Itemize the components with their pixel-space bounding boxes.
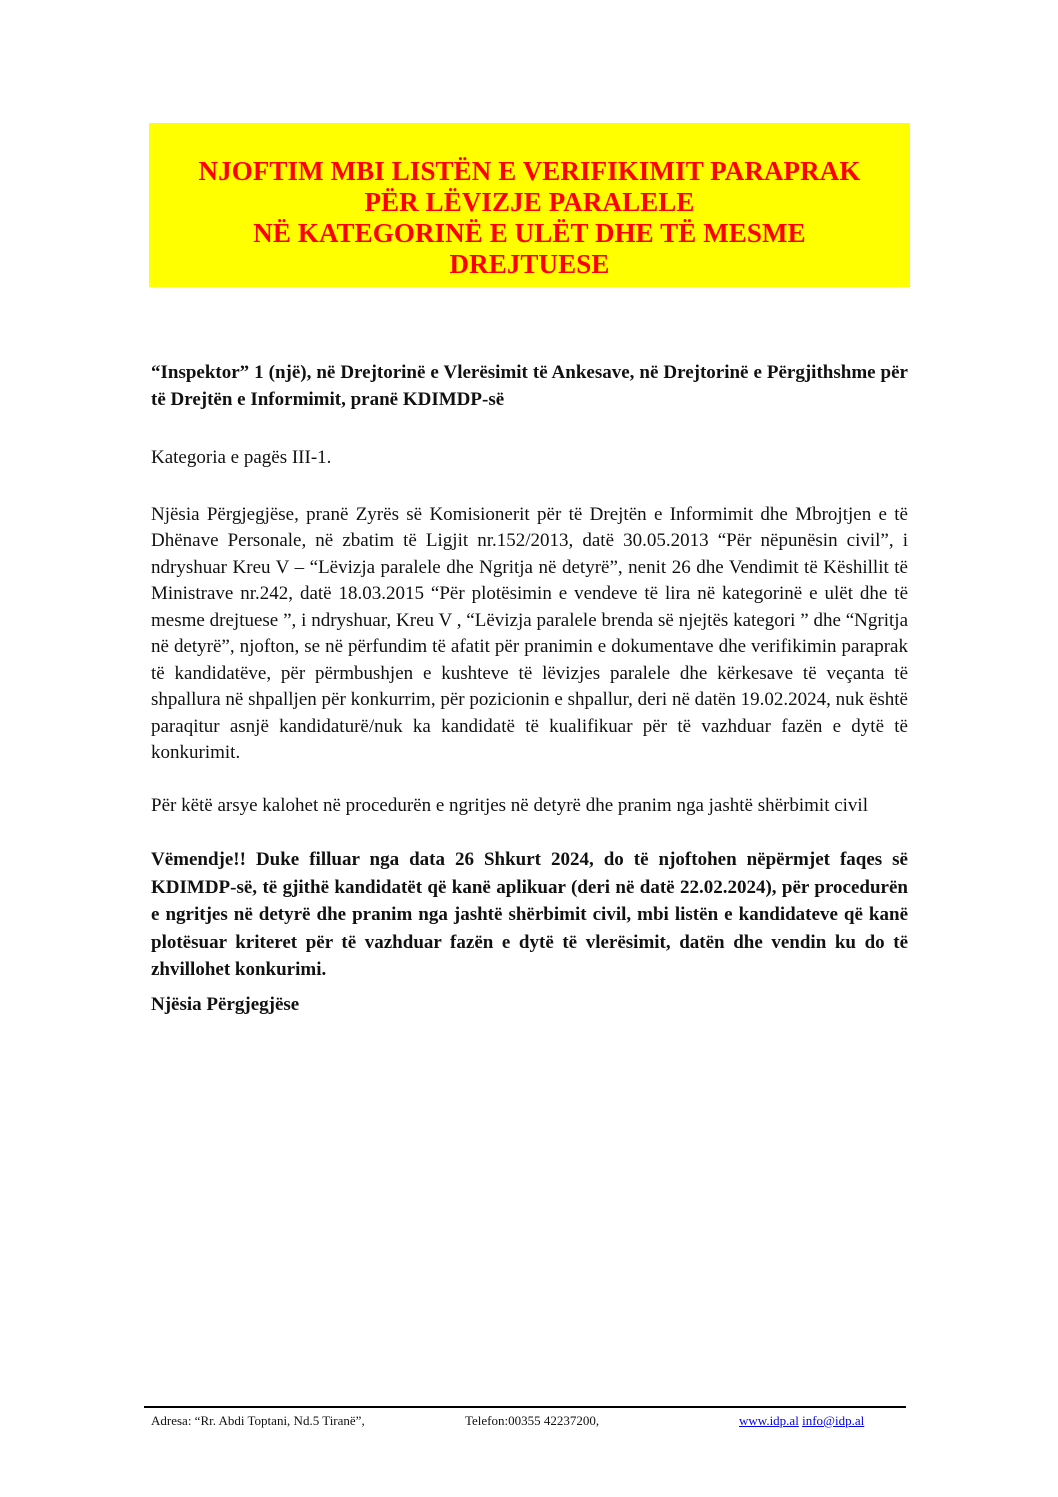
position-heading: “Inspektor” 1 (një), në Drejtorinë e Vlerësimit të Ankesave, në Drejtorinë e Përgjithshme për të Drejtën e Informimit, pranë KDIMDP-së bbox=[151, 362, 908, 410]
title-line-2: PËR LËVIZJE PARALELE bbox=[364, 187, 695, 217]
reason-paragraph: Për këtë arsye kalohet në procedurën e ngritjes në detyrë dhe pranim nga jashtë shërbimit civil bbox=[151, 794, 868, 816]
salary-category: Kategoria e pagës III-1. bbox=[151, 447, 332, 468]
footer-address: Adresa: “Rr. Abdi Toptani, Nd.5 Tiranë”, bbox=[151, 1413, 365, 1428]
title-line-4: DREJTUESE bbox=[449, 249, 610, 279]
signature: Njësia Përgjegjëse bbox=[151, 993, 300, 1015]
footer-phone: Telefon:00355 42237200, bbox=[465, 1413, 600, 1428]
title-line-3: NË KATEGORINË E ULËT DHE TË MESME bbox=[253, 218, 806, 248]
footer-links bbox=[739, 1413, 864, 1429]
email-link[interactable]: info@idp.al bbox=[802, 1413, 865, 1428]
title-line-1: NJOFTIM MBI LISTËN E VERIFIKIMIT PARAPRAK bbox=[198, 156, 861, 186]
website-link[interactable]: www.idp.al bbox=[739, 1413, 799, 1428]
title-banner bbox=[149, 123, 910, 287]
attention-notice: Vëmendje!! Duke filluar nga data 26 Shkurt 2024, do të njoftohen nëpërmjet faqes së KDIMDP-së, të gjithë kandidatët që kanë aplikuar (deri në datë 22.02.2024), për procedurën e ngritjes në detyrë dhe pranim nga jashtë shërbimit civil, mbi listën e kandidateve që kanë plotësuar kriteret për të vazhduar fazën e dytë të vlerësimit, datën dhe vendin ku do të zhvillohet konkurimi. bbox=[151, 849, 908, 980]
document-body bbox=[151, 360, 908, 1018]
main-paragraph: Njësia Përgjegjëse, pranë Zyrës së Komisionerit për të Drejtën e Informimit dhe Mbrojtjen e të Dhënave Personale, në zbatim të Ligjit nr.152/2013, datë 30.05.2013 “Për nëpunësin civil”, i ndryshuar Kreu V – “Lëvizja paralele dhe Ngritja në detyrë”, nenit 26 dhe Vendimit të Këshillit të Ministrave nr.242, datë 18.03.2015 “Për plotësimin e vendeve të lira në kategorinë e ulët dhe të mesme drejtuese ”, i ndryshuar, Kreu V , “Lëvizja paralele brenda së njejtës kategori ” dhe “Ngritja në detyrë”, njofton, se në përfundim të afatit për pranimin e dokumentave dhe verifikimin paraprak të kandidatëve, për përmbushjen e kushteve të lëvizjes paralele dhe kërkesave të veçanta të shpallura në shpalljen për konkurrim, për pozicionin e shpallur, deri në datën 19.02.2024, nuk është paraqitur asnjë kandidaturë/nuk ka kandidatë të kualifikuar për të vazhduar fazën e dytë të konkurimit. bbox=[151, 503, 908, 763]
footer-divider bbox=[144, 1406, 906, 1408]
